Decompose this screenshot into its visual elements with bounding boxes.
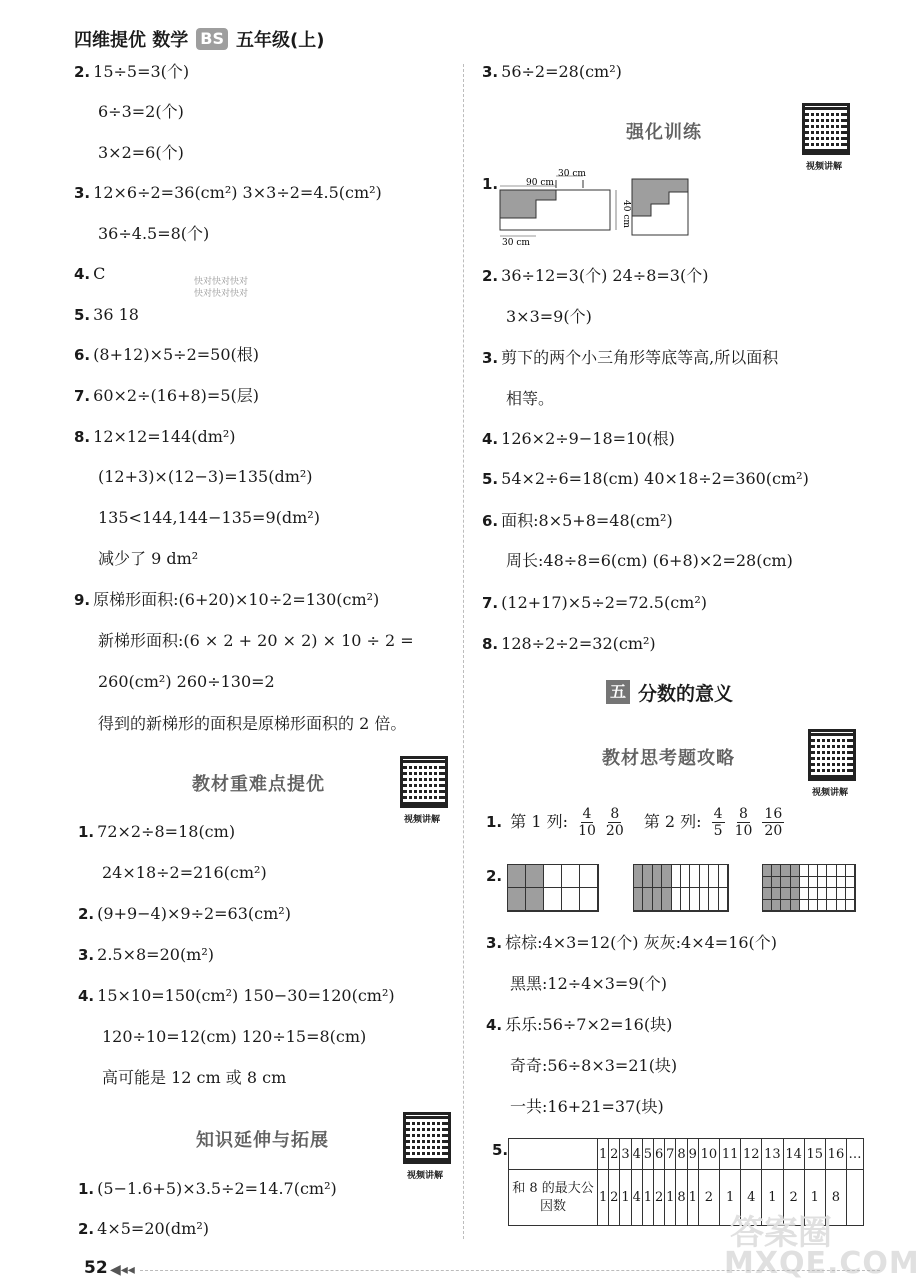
fraction — [762, 806, 784, 839]
answer-text: 2.5×8=20(m²) — [97, 945, 215, 964]
grid-cell — [846, 888, 855, 900]
fraction-grid — [633, 864, 729, 912]
answer-line — [78, 820, 235, 844]
dim-label: 90 cm — [526, 178, 554, 188]
column-label: 第 2 列: — [643, 812, 702, 831]
answer-line — [102, 1025, 366, 1049]
grid-cell — [800, 888, 809, 900]
qr-code-icon[interactable] — [403, 1112, 451, 1164]
grid-cell — [763, 888, 772, 900]
grid-cell — [772, 877, 781, 889]
dim-label: 40 cm — [621, 200, 631, 228]
grid-cell — [818, 865, 827, 877]
grid-cell — [634, 865, 643, 888]
answer-line — [74, 425, 236, 449]
question-number: 8. — [482, 635, 499, 653]
answer-line — [506, 549, 793, 573]
answer-line — [74, 303, 139, 327]
answer-line — [74, 60, 189, 84]
answer-text: 56÷2=28(cm²) — [501, 62, 622, 81]
qr-caption: 视频讲解 — [404, 815, 441, 825]
grid-cell — [800, 900, 809, 912]
answer-line — [98, 670, 275, 694]
grid-cell — [791, 900, 800, 912]
grid-cell — [846, 865, 855, 877]
numerator: 8 — [610, 806, 620, 822]
answer-text: (8+12)×5÷2=50(根) — [93, 345, 259, 364]
answer-line — [482, 60, 622, 84]
grid-cell — [643, 888, 652, 911]
grid-cell — [781, 877, 790, 889]
grid-cell — [818, 877, 827, 889]
question-number: 2. — [78, 905, 95, 923]
table-header-cell: 16 — [825, 1139, 846, 1170]
question-number: 5. — [74, 306, 91, 324]
grid-cell — [781, 888, 790, 900]
table-header-cell: 13 — [762, 1139, 783, 1170]
answer-text: 相等。 — [506, 389, 555, 408]
edition-badge: BS — [196, 28, 228, 50]
fraction-group — [573, 806, 629, 839]
denominator: 10 — [578, 823, 596, 839]
answer-text: 周长:48÷8=6(cm) (6+8)×2=28(cm) — [506, 551, 793, 570]
grid-cell — [526, 865, 544, 888]
section-heading-thinking: 教材思考题攻略 — [602, 748, 735, 769]
table-header-cell: 15 — [804, 1139, 825, 1170]
grid-cell — [763, 877, 772, 889]
qr-code-icon[interactable] — [802, 103, 850, 155]
page-arrow-icon: ◀◂◂ — [110, 1262, 135, 1278]
section-heading-practice: 强化训练 — [626, 122, 702, 143]
grid-cell — [700, 865, 709, 888]
answer-line — [74, 343, 259, 367]
book-title: 四维提优 数学 — [74, 30, 189, 51]
answer-line — [98, 547, 198, 571]
table-cell: 1 — [598, 1170, 609, 1226]
logo-watermark: 答案圈 — [730, 1213, 832, 1253]
answer-text: 4×5=20(dm²) — [97, 1219, 209, 1238]
running-header — [74, 26, 324, 52]
grid-cell — [827, 865, 836, 877]
grid-cell — [653, 865, 662, 888]
answer-text: 高可能是 12 cm 或 8 cm — [102, 1068, 287, 1087]
grid-cell — [672, 888, 681, 911]
answer-text: 54×2÷6=18(cm) 40×18÷2=360(cm²) — [501, 469, 809, 488]
grid-cell — [508, 888, 526, 911]
table-cell: 8 — [676, 1170, 687, 1226]
grid-cell — [809, 888, 818, 900]
qr-caption: 视频讲解 — [812, 788, 849, 798]
answer-text: 黑黑:12÷4×3=9(个) — [510, 974, 667, 993]
grid-cell — [544, 888, 562, 911]
page-number: 52 — [84, 1258, 108, 1278]
table-cell: 4 — [631, 1170, 642, 1226]
question-number: 3. — [74, 184, 91, 202]
qr-code-icon[interactable] — [400, 756, 448, 808]
grid-cell — [681, 888, 690, 911]
qr-caption: 视频讲解 — [407, 1171, 444, 1181]
question-number: 1. — [78, 823, 95, 841]
table-header-cell: 12 — [741, 1139, 762, 1170]
grid-cell — [526, 888, 544, 911]
footer-rule — [140, 1270, 880, 1271]
grid-cell — [719, 888, 728, 911]
grid-cell — [827, 888, 836, 900]
answer-text: (12+3)×(12−3)=135(dm²) — [98, 467, 313, 486]
dim-label: 30 cm — [502, 238, 530, 248]
grid-cell — [763, 865, 772, 877]
question-number: 3. — [482, 349, 499, 367]
grid-cell — [700, 888, 709, 911]
section-heading-key-points: 教材重难点提优 — [192, 774, 325, 795]
answer-line — [78, 1177, 337, 1201]
fraction — [735, 806, 753, 839]
denominator: 20 — [764, 823, 783, 839]
answer-text: 原梯形面积:(6+20)×10÷2=130(cm²) — [93, 590, 380, 609]
answer-line — [98, 465, 313, 489]
table-header-cell: 2 — [609, 1139, 620, 1170]
answer-text: 36÷4.5=8(个) — [98, 224, 210, 243]
table-cell: 1 — [620, 1170, 631, 1226]
row-label: 和 8 的最大公因数 — [509, 1170, 598, 1226]
table-header-cell: 7 — [665, 1139, 676, 1170]
answer-text: 12×12=144(dm²) — [93, 427, 236, 446]
grid-cell — [690, 865, 699, 888]
question-number: 4. — [74, 265, 91, 283]
numerator: 4 — [582, 806, 592, 822]
answer-text: (9+9−4)×9÷2=63(cm²) — [97, 904, 291, 923]
grid-cell — [791, 888, 800, 900]
table-header-cell: 1 — [598, 1139, 609, 1170]
answer-line — [482, 427, 675, 451]
table-cell: 8 — [825, 1170, 846, 1226]
question-number: 7. — [482, 594, 499, 612]
grid-cell — [653, 888, 662, 911]
answer-line — [486, 931, 777, 955]
denominator: 5 — [713, 823, 723, 839]
answer-text: 128÷2÷2=32(cm²) — [501, 634, 656, 653]
answer-line — [510, 1095, 664, 1119]
answer-line — [482, 509, 673, 533]
grid-cell — [837, 900, 846, 912]
grid-cell — [672, 865, 681, 888]
answer-line — [506, 305, 592, 329]
grid-cell — [809, 877, 818, 889]
table-cell: 1 — [804, 1170, 825, 1226]
table-header-cell: 10 — [698, 1139, 719, 1170]
answer-line — [98, 712, 406, 736]
grid-cell — [846, 900, 855, 912]
answer-text: 60×2÷(16+8)=5(层) — [93, 386, 259, 405]
answer-text: 6÷3=2(个) — [98, 102, 184, 121]
grid-cell — [818, 888, 827, 900]
table-cell — [847, 1170, 864, 1226]
grid-cell — [772, 888, 781, 900]
numerator: 4 — [713, 806, 723, 822]
answer-text: 15÷5=3(个) — [93, 62, 190, 81]
column-divider — [463, 64, 464, 1239]
answer-line — [510, 1054, 677, 1078]
grid-cell — [846, 877, 855, 889]
answer-line — [506, 387, 554, 411]
answer-text: 乐乐:56÷7×2=16(块) — [505, 1015, 673, 1034]
grid-cell — [837, 877, 846, 889]
result-square-diagram — [631, 178, 691, 238]
grid-cell — [809, 900, 818, 912]
grid-cell — [781, 900, 790, 912]
answer-line — [98, 222, 209, 246]
question-number: 5. — [492, 1141, 509, 1159]
grid-cell — [508, 865, 526, 888]
grid-cell — [818, 900, 827, 912]
table-header-cell: … — [847, 1139, 864, 1170]
answer-text: 剪下的两个小三角形等底等高,所以面积 — [501, 348, 779, 367]
question-number: 2. — [74, 63, 91, 81]
answer-line — [98, 506, 320, 530]
answer-text: 3×2=6(个) — [98, 143, 184, 162]
denominator: 10 — [734, 823, 753, 839]
answer-line — [98, 100, 184, 124]
grid-cell — [709, 865, 718, 888]
answer-text: 24×18÷2=216(cm²) — [102, 863, 267, 882]
grid-cell — [562, 865, 580, 888]
answer-text: 减少了 9 dm² — [98, 549, 199, 568]
stamp-watermark: 快对快对快对 快对快对快对 — [194, 277, 249, 299]
grid-cell — [809, 865, 818, 877]
answer-line — [486, 1013, 672, 1037]
question-number: 3. — [482, 63, 499, 81]
grade-label: 五年级(上) — [236, 30, 325, 51]
fraction — [712, 806, 725, 839]
answer-line — [482, 591, 707, 615]
answer-text: (5−1.6+5)×3.5÷2=14.7(cm²) — [97, 1179, 337, 1198]
answer-text: 120÷10=12(cm) 120÷15=8(cm) — [102, 1027, 367, 1046]
question-number: 4. — [78, 987, 95, 1005]
grid-cell — [837, 865, 846, 877]
column-label: 第 1 列: — [510, 812, 568, 831]
answer-text: 260(cm²) 260÷130=2 — [98, 672, 275, 691]
answer-text: 一共:16+21=37(块) — [510, 1097, 664, 1116]
table-header-cell: 4 — [631, 1139, 642, 1170]
table-cell: 2 — [609, 1170, 620, 1226]
grid-cell — [791, 865, 800, 877]
qr-code-icon[interactable] — [808, 729, 856, 781]
answer-text: 奇奇:56÷8×3=21(块) — [510, 1056, 678, 1075]
fraction-group — [707, 806, 790, 839]
answer-line — [78, 902, 291, 926]
question-number: 6. — [482, 512, 499, 530]
answer-line — [74, 384, 259, 408]
grid-cell — [719, 865, 728, 888]
fraction-answer — [486, 802, 789, 842]
question-number: 7. — [74, 387, 91, 405]
answer-text: 36 18 — [93, 305, 139, 324]
grid-cell — [800, 865, 809, 877]
answer-line — [482, 346, 778, 370]
fraction — [578, 806, 596, 839]
grid-cell — [827, 877, 836, 889]
grid-cell — [544, 865, 562, 888]
numerator: 8 — [739, 806, 748, 822]
answer-text: 3×3=9(个) — [506, 307, 592, 326]
answer-line — [74, 181, 382, 205]
grid-cell — [709, 888, 718, 911]
answer-line — [98, 141, 184, 165]
answer-line — [78, 943, 214, 967]
grid-cell — [781, 865, 790, 877]
grid-cell — [827, 900, 836, 912]
grid-cell — [643, 865, 652, 888]
numerator: 16 — [764, 806, 783, 822]
question-number: 9. — [74, 591, 91, 609]
answer-line — [74, 588, 379, 612]
answer-line — [102, 1066, 286, 1090]
answer-text: 36÷12=3(个) 24÷8=3(个) — [501, 266, 709, 285]
answer-line — [102, 861, 267, 885]
question-number: 2. — [482, 267, 499, 285]
grid-cell — [662, 865, 671, 888]
answer-text: 面积:8×5+8=48(cm²) — [501, 511, 673, 530]
grid-cell — [837, 888, 846, 900]
question-number: 5. — [482, 470, 499, 488]
table-header-cell: 11 — [720, 1139, 741, 1170]
table-header-cell: 9 — [687, 1139, 698, 1170]
question-number: 3. — [78, 946, 95, 964]
table-cell: 1 — [720, 1170, 741, 1226]
question-number: 4. — [486, 1016, 503, 1034]
grid-cell — [662, 888, 671, 911]
grid-cell — [580, 865, 598, 888]
grid-cell — [772, 900, 781, 912]
question-number: 6. — [74, 346, 91, 364]
grid-cell — [580, 888, 598, 911]
table-cell: 4 — [741, 1170, 762, 1226]
grid-cell — [772, 865, 781, 877]
grid-cell — [763, 900, 772, 912]
question-number: 1. — [482, 175, 499, 193]
answer-text: C — [93, 264, 106, 283]
table-header-cell: 5 — [642, 1139, 653, 1170]
qr-caption: 视频讲解 — [806, 162, 843, 172]
answer-text: 15×10=150(cm²) 150−30=120(cm²) — [97, 986, 395, 1005]
dim-label: 30 cm — [558, 169, 586, 179]
question-number: 2. — [486, 867, 503, 885]
answer-line — [510, 972, 667, 996]
grid-cell — [791, 877, 800, 889]
grid-cell — [800, 877, 809, 889]
answer-line — [482, 264, 708, 288]
grid-cell — [634, 888, 643, 911]
table-header-cell: 6 — [654, 1139, 665, 1170]
section-heading-extension: 知识延伸与拓展 — [196, 1130, 329, 1151]
answer-line — [74, 262, 105, 286]
table-header-cell: 14 — [783, 1139, 804, 1170]
grid-cell — [681, 865, 690, 888]
table-cell: 2 — [698, 1170, 719, 1226]
chapter-title: 分数的意义 — [638, 683, 734, 705]
chapter-number-badge: 五 — [606, 680, 630, 704]
grid-cell — [562, 888, 580, 911]
answer-text: 135<144,144−135=9(dm²) — [98, 508, 320, 527]
answer-line — [78, 984, 395, 1008]
table-cell: 2 — [783, 1170, 804, 1226]
url-watermark: MXQE.COM — [724, 1246, 920, 1281]
table-cell: 1 — [762, 1170, 783, 1226]
answer-text: 新梯形面积:(6 × 2 + 20 × 2) × 10 ÷ 2 = — [98, 631, 414, 650]
answer-text: 棕棕:4×3=12(个) 灰灰:4×4=16(个) — [505, 933, 778, 952]
table-cell: 1 — [665, 1170, 676, 1226]
table-cell: 2 — [654, 1170, 665, 1226]
denominator: 20 — [605, 823, 624, 839]
answer-text: 72×2÷8=18(cm) — [97, 822, 236, 841]
question-number: 3. — [486, 934, 503, 952]
question-number: 1. — [486, 813, 503, 831]
table-header-cell: 3 — [620, 1139, 631, 1170]
answer-text: 12×6÷2=36(cm²) 3×3÷2=4.5(cm²) — [93, 183, 382, 202]
question-number: 8. — [74, 428, 91, 446]
answer-text: (12+17)×5÷2=72.5(cm²) — [501, 593, 707, 612]
table-cell: 1 — [642, 1170, 653, 1226]
answer-text: 得到的新梯形的面积是原梯形面积的 2 倍。 — [98, 714, 407, 733]
fraction-grid — [762, 864, 856, 912]
answer-text: 126×2÷9−18=10(根) — [501, 429, 675, 448]
question-number: 4. — [482, 430, 499, 448]
answer-line — [482, 632, 656, 656]
fraction — [606, 806, 624, 839]
question-number: 1. — [78, 1180, 95, 1198]
table-header-cell: 8 — [676, 1139, 687, 1170]
grid-cell — [690, 888, 699, 911]
answer-line — [482, 467, 809, 491]
answer-line — [78, 1217, 209, 1241]
fraction-grid — [507, 864, 599, 912]
answer-line — [98, 629, 414, 653]
table-cell: 1 — [687, 1170, 698, 1226]
question-number: 2. — [78, 1220, 95, 1238]
